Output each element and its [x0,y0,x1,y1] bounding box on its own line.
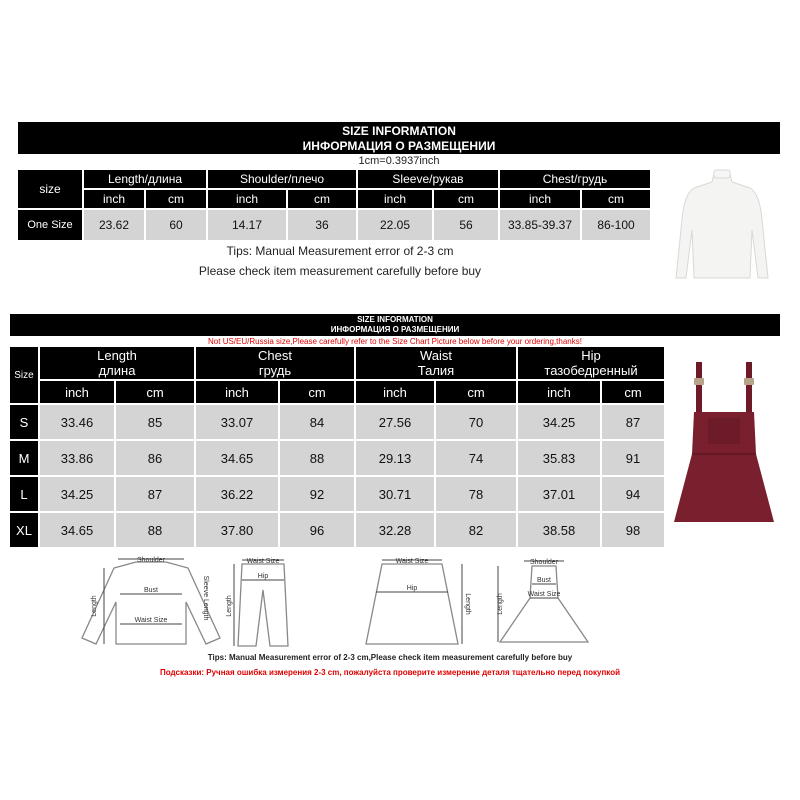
bottom-cell: 29.13 [356,441,434,475]
bottom-group-hip-ru: тазобедренный [544,363,638,378]
top-cell: 33.85-39.37 [500,210,580,240]
pants-waist-label: Waist Size [246,558,280,565]
bottom-cell: 36.22 [196,477,278,511]
top-title-ru: ИНФОРМАЦИЯ О РАЗМЕЩЕНИИ [302,139,496,153]
top-group-length: Length/длина [84,170,206,188]
top-title-en: SIZE INFORMATION [342,124,456,138]
top-group-shoulder: Shoulder/плечо [208,170,356,188]
top-size-table [16,168,652,242]
bottom-group-chest-en: Chest [258,348,292,363]
bottom-cell: 34.25 [518,405,600,439]
bottom-unit-inch: inch [518,381,600,403]
bottom-cell: 91 [602,441,664,475]
top-cell: 56 [434,210,498,240]
bottom-warning: Not US/EU/Russia size,Please carefully refer to the Size Chart Picture below before your ordering,thanks! [208,337,582,346]
skirt-hip-label: Hip [406,585,418,592]
bottom-cell: 34.65 [40,513,114,547]
top-unit-cm: cm [434,190,498,208]
skirt-length-label: Length [464,593,471,615]
bottom-cell: 87 [116,477,194,511]
top-check-note: Please check item measurement carefully before buy [198,264,482,278]
bottom-group-chest-ru: грудь [258,363,292,378]
bottom-group-waist-en: Waist [419,348,453,363]
bottom-unit-inch: inch [356,381,434,403]
bottom-cell: 94 [602,477,664,511]
bottom-cell: 87 [602,405,664,439]
bottom-row-size: S [10,405,38,439]
top-unit-inch: inch [500,190,580,208]
bottom-cell: 33.46 [40,405,114,439]
bottom-cell: 37.01 [518,477,600,511]
bottom-size-header: Size [10,347,38,403]
bottom-group-length-en: Length [97,348,137,363]
pants-measure-diagram [228,554,298,650]
bottom-title-bar [10,314,780,336]
bottom-group-hip [518,347,664,379]
bottom-cell: 38.58 [518,513,600,547]
top-title-bar [18,122,780,154]
bottom-cell: 74 [436,441,516,475]
top-cell: 60 [146,210,206,240]
top-unit-cm: cm [146,190,206,208]
bottom-cell: 86 [116,441,194,475]
bottom-unit-cm: cm [116,381,194,403]
bottom-size-table [8,345,666,549]
dress-shoulder-label: Shoulder [529,559,559,566]
bottom-cell: 33.86 [40,441,114,475]
white-sweater-image [664,160,780,282]
top-tips: Tips: Manual Measurement error of 2-3 cm [226,244,454,258]
top-cell: 14.17 [208,210,286,240]
bottom-group-length [40,347,194,379]
bottom-cell: 30.71 [356,477,434,511]
top-cell: 23.62 [84,210,144,240]
bottom-unit-cm: cm [602,381,664,403]
top-row-size: One Size [18,210,82,240]
bottom-cell: 92 [280,477,354,511]
top-cell: 22.05 [358,210,432,240]
bottom-cell: 85 [116,405,194,439]
top-cell: 86-100 [582,210,650,240]
bottom-cell: 82 [436,513,516,547]
bottom-cell: 84 [280,405,354,439]
bottom-row-size: M [10,441,38,475]
top-cell: 36 [288,210,356,240]
shirt-bust-label: Bust [143,587,159,594]
top-unit-cm: cm [288,190,356,208]
top-unit-inch: inch [84,190,144,208]
dress-length-label: Length [497,593,504,615]
bottom-group-chest [196,347,354,379]
bottom-group-hip-en: Hip [581,348,601,363]
shirt-waist-label: Waist Size [134,617,168,624]
top-conversion: 1cm=0.3937inch [358,155,440,167]
top-group-sleeve: Sleeve/рукав [358,170,498,188]
bottom-cell: 27.56 [356,405,434,439]
top-unit-inch: inch [208,190,286,208]
shirt-measure-diagram [74,554,228,650]
bottom-cell: 37.80 [196,513,278,547]
bottom-unit-inch: inch [196,381,278,403]
bottom-cell: 88 [280,441,354,475]
dress-waist-label: Waist Size [527,591,561,598]
burgundy-pinafore-image [668,354,780,534]
top-unit-inch: inch [358,190,432,208]
bottom-unit-inch: inch [40,381,114,403]
bottom-cell: 96 [280,513,354,547]
bottom-tips-ru: Подсказки: Ручная ошибка измерения 2-3 cm, пожалуйста проверите измерение деталя тщательно перед покупкой [159,668,621,677]
bottom-title-ru: ИНФОРМАЦИЯ О РАЗМЕЩЕНИИ [330,325,460,334]
bottom-cell: 34.25 [40,477,114,511]
bottom-group-waist-ru: Талия [417,363,455,378]
bottom-group-waist [356,347,516,379]
dress-measure-diagram [494,554,594,650]
top-group-chest: Chest/грудь [500,170,650,188]
bottom-cell: 33.07 [196,405,278,439]
dress-bust-label: Bust [536,577,552,584]
top-size-header: size [18,170,82,208]
skirt-measure-diagram [354,554,470,650]
bottom-row-size: L [10,477,38,511]
shirt-length-label: Length [91,595,98,617]
pants-hip-label: Hip [257,573,269,580]
bottom-cell: 35.83 [518,441,600,475]
bottom-cell: 88 [116,513,194,547]
shirt-sleeve-label: Sleeve Length [202,575,209,621]
bottom-cell: 98 [602,513,664,547]
bottom-cell: 32.28 [356,513,434,547]
bottom-title-en: SIZE INFORMATION [357,315,433,324]
bottom-cell: 78 [436,477,516,511]
bottom-cell: 70 [436,405,516,439]
bottom-row-size: XL [10,513,38,547]
pants-length-label: Length [226,595,233,617]
bottom-group-length-ru: длина [98,363,136,378]
bottom-cell: 34.65 [196,441,278,475]
skirt-waist-label: Waist Size [395,558,429,565]
top-unit-cm: cm [582,190,650,208]
bottom-unit-cm: cm [280,381,354,403]
bottom-unit-cm: cm [436,381,516,403]
bottom-tips-en: Tips: Manual Measurement error of 2-3 cm,Please check item measurement carefully before buy [207,653,573,662]
shirt-shoulder-label: Shoulder [136,557,166,564]
